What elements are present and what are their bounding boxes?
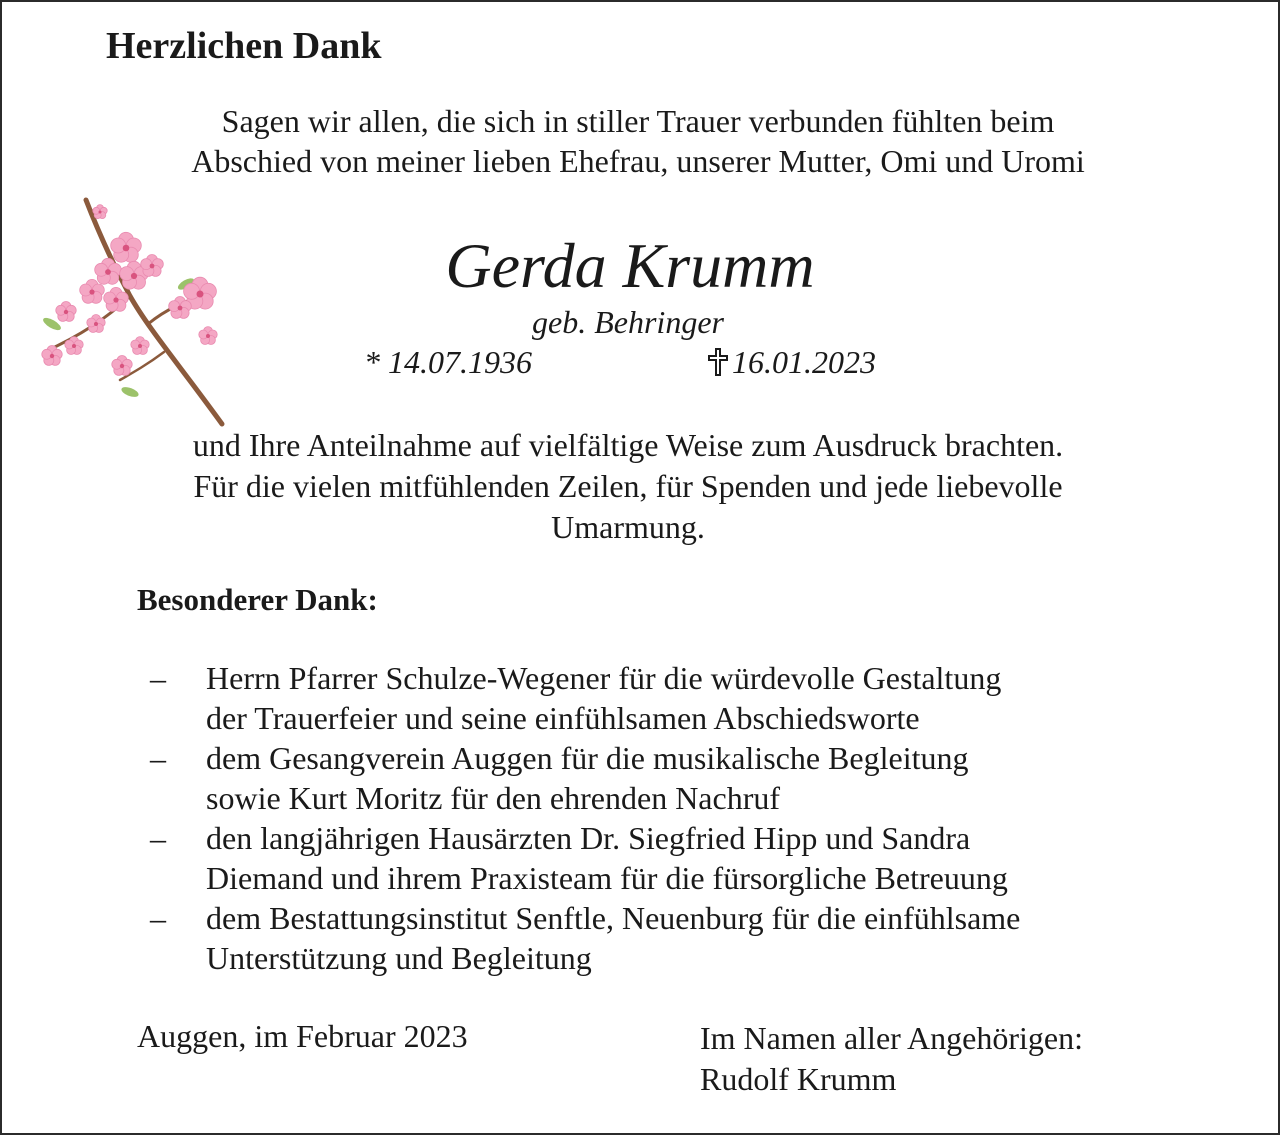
- list-item: [150, 898, 1020, 978]
- list-item-line: der Trauerfeier und seine einfühlsamen Abschiedsworte: [206, 700, 920, 736]
- list-dash: –: [150, 900, 166, 936]
- blossom-petal: [65, 340, 74, 349]
- list-item-line: Unterstützung und Begleitung: [206, 940, 592, 976]
- blossom-center: [138, 344, 142, 348]
- list-item: [150, 818, 1020, 898]
- on-behalf-line: Im Namen aller Angehörigen:: [700, 1020, 1083, 1056]
- signature-block: [700, 1018, 1083, 1100]
- intro-line-2: Abschied von meiner lieben Ehefrau, unserer Mutter, Omi und Uromi: [191, 143, 1085, 179]
- blossom-petal: [42, 349, 52, 359]
- maiden-name: geb. Behringer: [532, 304, 724, 340]
- list-item: [150, 658, 1020, 738]
- place-date: Auggen, im Februar 2023: [137, 1018, 468, 1054]
- list-dash: –: [150, 660, 166, 696]
- cross-icon: [708, 348, 728, 376]
- blossom-petal: [112, 359, 122, 369]
- list-item: [150, 738, 1020, 818]
- blossom-petal: [131, 340, 140, 349]
- death-date-wrap: [708, 344, 876, 381]
- death-date: 16.01.2023: [732, 344, 876, 380]
- signer-name: Rudolf Krumm: [700, 1061, 897, 1097]
- deceased-name: Gerda Krumm: [445, 230, 815, 301]
- blossom-center: [50, 354, 54, 358]
- list-item-line: sowie Kurt Moritz für den ehrenden Nachruf: [206, 780, 781, 816]
- blossom-center: [72, 344, 76, 348]
- thanks-line-1: und Ihre Anteilnahme auf vielfältige Weise zum Ausdruck brachten.: [192, 427, 1064, 463]
- special-thanks-list: [150, 658, 1020, 978]
- blossom-center: [120, 364, 124, 368]
- list-item-line: dem Gesangverein Auggen für die musikalische Begleitung: [206, 740, 969, 776]
- list-item-line: Diemand und ihrem Praxisteam für die fürsorgliche Betreuung: [206, 860, 1008, 896]
- notice-heading: Herzlichen Dank: [106, 25, 382, 67]
- special-thanks-heading: Besonderer Dank:: [137, 582, 378, 617]
- list-item-line: dem Bestattungsinstitut Senftle, Neuenburg für die einfühlsame: [206, 900, 1021, 936]
- list-item-line: den langjährigen Hausärzten Dr. Siegfried Hipp und Sandra: [206, 820, 971, 856]
- list-dash: –: [150, 740, 166, 776]
- birth-date: * 14.07.1936: [364, 344, 532, 380]
- blossom-petal: [93, 207, 100, 214]
- list-dash: –: [150, 820, 166, 856]
- thanks-line-3: Umarmung.: [551, 509, 705, 545]
- blossom-center: [99, 211, 102, 214]
- thanks-line-2: Für die vielen mitfühlenden Zeilen, für Spenden und jede liebevolle: [193, 468, 1063, 504]
- list-item-line: Herrn Pfarrer Schulze-Wegener für die würdevolle Gestaltung: [206, 660, 1002, 696]
- intro-line-1: Sagen wir allen, die sich in stiller Trauer verbunden fühlten beim: [221, 103, 1055, 139]
